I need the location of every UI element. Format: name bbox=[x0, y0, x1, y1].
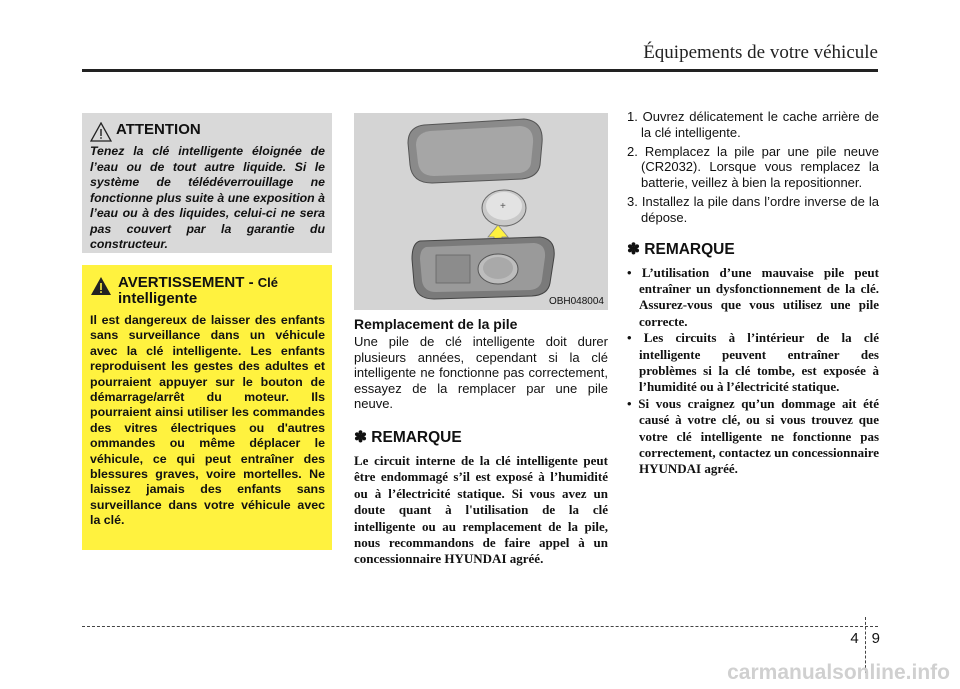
smart-key-battery-figure bbox=[354, 113, 608, 310]
remark-body-mid: Le circuit interne de la clé intelligente peut être endommagé s’il est exposé à l’humidité ou à l’électricité statique. Si vous avez un doute quant à l'utilisation de la clé intelligente ou au remplacement de la pile, nous recommandons de faire appel à un concessionnaire HYUNDAI agréé. bbox=[354, 452, 608, 567]
warning-title-small: Clé bbox=[257, 275, 278, 290]
warning-triangle-icon bbox=[90, 122, 112, 142]
battery-section-body: Une pile de clé intelligente doit durer plusieurs années, cependant si la clé intelligente ne fonctionne pas correctement, essayez de la remplacer par une pile neuve. bbox=[354, 334, 608, 412]
warning-title-line2: intelligente bbox=[118, 290, 198, 307]
remark-bullet: • Si vous craignez qu’un dommage ait été causé à votre clé, ou si vous trouvez que votre clé intelligente ne fonctionne pas correctement, contactez un concessionnaire HYUNDAI agréé. bbox=[627, 395, 879, 477]
remark-title-mid: ✽ REMARQUE bbox=[354, 428, 462, 446]
chapter-number: 4 bbox=[850, 630, 859, 647]
step-item: 2. Remplacez la pile par une pile neuve (CR2032). Lorsque vous remplacez la batterie, veillez à bien la repositionner. bbox=[627, 143, 879, 191]
page-number bbox=[850, 626, 880, 651]
warning-title bbox=[118, 275, 278, 307]
attention-box bbox=[82, 113, 332, 253]
remark-title-right: ✽ REMARQUE bbox=[627, 240, 735, 258]
warning-box bbox=[82, 265, 332, 550]
steps-list bbox=[627, 109, 879, 226]
attention-title: ATTENTION bbox=[116, 121, 201, 138]
remark-bullets bbox=[627, 265, 879, 478]
svg-text:+: + bbox=[500, 201, 506, 212]
battery-section-title: Remplacement de la pile bbox=[354, 316, 518, 332]
step-item: 1. Ouvrez délicatement le cache arrière de la clé intelligente. bbox=[627, 109, 879, 140]
page-header-title: Équipements de votre véhicule bbox=[643, 42, 878, 63]
header-rule bbox=[82, 69, 878, 72]
footer-dashed-rule bbox=[82, 626, 878, 627]
watermark: carmanualsonline.info bbox=[727, 661, 950, 684]
remark-bullet: • L’utilisation d’une mauvaise pile peut entraîner un dysfonctionnement de la clé. Assurez-vous que vous utilisez une pile correcte. bbox=[627, 264, 879, 329]
figure-code: OBH048004 bbox=[548, 296, 604, 307]
step-item: 3. Installez la pile dans l’ordre inverse de la dépose. bbox=[627, 193, 879, 225]
warning-filled-triangle-icon bbox=[90, 276, 112, 296]
attention-body: Tenez la clé intelligente éloignée de l’eau ou de tout autre liquide. Si le système de télédéverrouillage ne fonctionne plus suite à une exposition à l’eau ou à des liquides, celui-ci ne sera pas couvert par la garantie du constructeur. bbox=[90, 144, 325, 251]
right-column bbox=[627, 109, 879, 478]
warning-title-main: AVERTISSEMENT - bbox=[118, 274, 258, 291]
warning-body: Il est dangereux de laisser des enfants sans surveillance dans un véhicule avec la clé intelligente. Les enfants reproduisent les gestes des adultes et pourraient appuyer sur le bouton de démarrage/arrêt du moteur. Ils pourraient ainsi utiliser les commandes des vitres électriques ou d'autres ommandes ou même déplacer le véhicule, ce qui peut entraîner des blessures graves, voire mortelles. Ne laissez jamais des enfants sans surveillance dans votre véhicule avec la clé. bbox=[90, 313, 325, 528]
smart-key-illustration bbox=[354, 113, 608, 310]
remark-bullet: • Les circuits à l’intérieur de la clé intelligente peuvent entraîner des problèmes si la clé tombe, est exposée à l’humidité ou à l’électricité statique. bbox=[627, 330, 879, 395]
page-number-value: 9 bbox=[871, 630, 880, 647]
middle-column bbox=[354, 316, 608, 568]
